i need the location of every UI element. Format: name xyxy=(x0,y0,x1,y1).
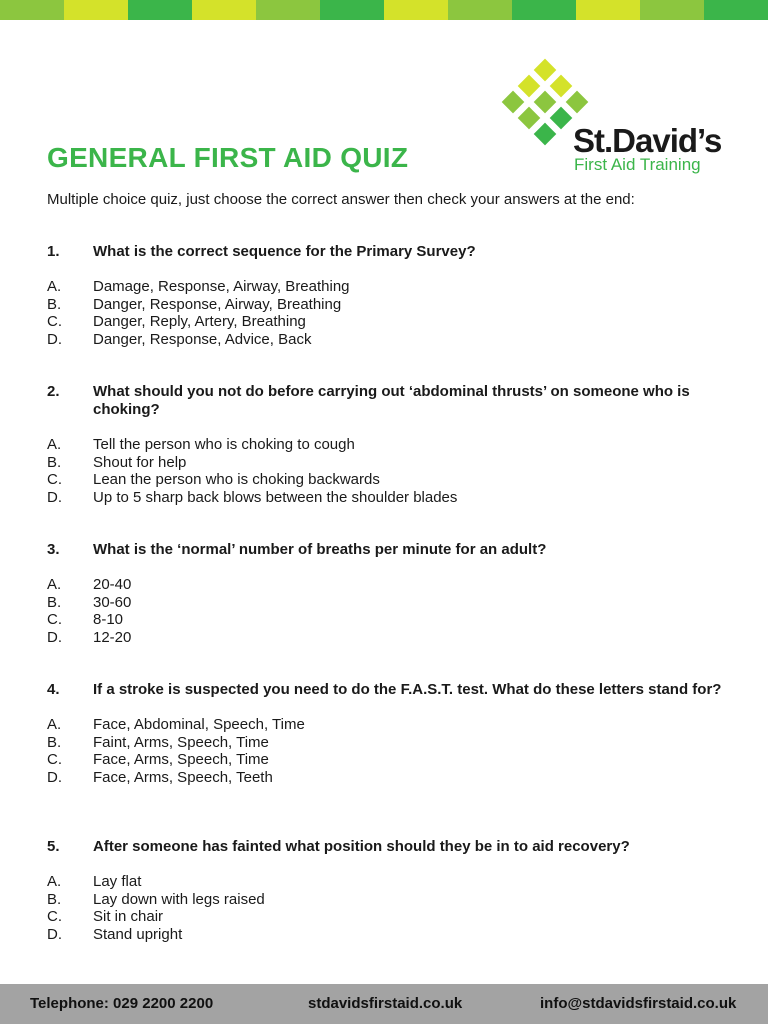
stripe-segment xyxy=(384,0,448,20)
option-text: Lay down with legs raised xyxy=(93,890,265,908)
footer-email[interactable]: info@stdavidsfirstaid.co.uk xyxy=(540,995,737,1012)
option-text: Tell the person who is choking to cough xyxy=(93,436,355,453)
option-text: Face, Abdominal, Speech, Time xyxy=(93,716,305,733)
question-2 xyxy=(47,383,737,506)
question-text: What is the correct sequence for the Primary Survey? xyxy=(93,243,476,260)
option-text: 30-60 xyxy=(93,593,132,611)
option-letter: C. xyxy=(47,751,62,768)
answer-option xyxy=(47,471,737,489)
question-number: 1. xyxy=(47,243,60,260)
question-4 xyxy=(47,681,737,786)
stripe-segment xyxy=(256,0,320,20)
stripe-segment xyxy=(640,0,704,20)
option-text: 8-10 xyxy=(93,611,124,628)
answer-option xyxy=(47,873,737,891)
stripe-segment xyxy=(64,0,128,20)
option-text: Shout for help xyxy=(93,453,187,471)
question-1 xyxy=(47,243,737,348)
option-text: Lay flat xyxy=(93,873,142,890)
answer-option xyxy=(47,489,737,507)
question-number: 3. xyxy=(47,541,60,558)
answer-option xyxy=(47,751,737,769)
option-text: Lean the person who is choking backwards xyxy=(93,471,380,488)
stripe-segment xyxy=(448,0,512,20)
option-text: Up to 5 sharp back blows between the shoulder blades xyxy=(93,488,458,506)
stripe-segment xyxy=(320,0,384,20)
answer-option xyxy=(47,436,737,454)
page-title: GENERAL FIRST AID QUIZ xyxy=(47,142,409,173)
answer-option xyxy=(47,296,737,314)
stripe-segment xyxy=(512,0,576,20)
answer-option xyxy=(47,594,737,612)
option-text: Damage, Response, Airway, Breathing xyxy=(93,278,350,295)
question-number: 5. xyxy=(47,838,60,855)
answer-option xyxy=(47,891,737,909)
logo-square xyxy=(518,107,541,130)
logo-subtitle: First Aid Training xyxy=(574,155,701,174)
answer-option xyxy=(47,716,737,734)
option-letter: B. xyxy=(47,453,62,471)
logo-square xyxy=(534,59,557,82)
option-letter: D. xyxy=(47,330,62,348)
answer-option xyxy=(47,331,737,349)
option-letter: A. xyxy=(47,278,62,295)
answer-option xyxy=(47,769,737,787)
stripe-segment xyxy=(128,0,192,20)
question-text: After someone has fainted what position should they be in to aid recovery? xyxy=(93,838,630,855)
option-letter: A. xyxy=(47,716,62,733)
stripe-segment xyxy=(576,0,640,20)
answer-option xyxy=(47,313,737,331)
footer-website[interactable]: stdavidsfirstaid.co.uk xyxy=(308,995,463,1012)
option-letter: B. xyxy=(47,733,62,751)
question-3 xyxy=(47,541,737,646)
question-text: What is the ‘normal’ number of breaths per minute for an adult? xyxy=(93,541,547,558)
option-text: Face, Arms, Speech, Time xyxy=(93,751,269,768)
option-text: 20-40 xyxy=(93,576,132,593)
question-5 xyxy=(47,838,737,943)
question-number: 2. xyxy=(47,383,60,400)
logo-square xyxy=(566,91,589,114)
stripe-segment xyxy=(192,0,256,20)
question-text: If a stroke is suspected you need to do the F.A.S.T. test. What do these letters stand for? xyxy=(93,681,722,698)
answer-option xyxy=(47,926,737,944)
top-stripe-bar xyxy=(0,0,768,20)
footer-telephone: Telephone: 029 2200 2200 xyxy=(30,995,214,1012)
option-text: Face, Arms, Speech, Teeth xyxy=(93,768,273,786)
option-text: Stand upright xyxy=(93,925,183,943)
question-text: What should you not do before carrying out ‘abdominal thrusts’ on someone who is choking? xyxy=(93,383,690,418)
intro-text: Multiple choice quiz, just choose the correct answer then check your answers at the end: xyxy=(47,191,635,208)
option-text: 12-20 xyxy=(93,628,132,646)
option-letter: C. xyxy=(47,611,62,628)
option-letter: B. xyxy=(47,890,62,908)
footer-bar xyxy=(0,984,768,1024)
stripe-segment xyxy=(0,0,64,20)
option-letter: B. xyxy=(47,295,62,313)
option-letter: D. xyxy=(47,488,62,506)
answer-option xyxy=(47,454,737,472)
stripe-segment xyxy=(704,0,768,20)
question-number: 4. xyxy=(47,681,60,698)
option-letter: D. xyxy=(47,925,62,943)
answer-option xyxy=(47,576,737,594)
option-text: Danger, Response, Advice, Back xyxy=(93,330,312,348)
option-letter: A. xyxy=(47,873,62,890)
option-letter: A. xyxy=(47,576,62,593)
answer-option xyxy=(47,734,737,752)
answer-option xyxy=(47,629,737,647)
logo-square xyxy=(502,91,525,114)
logo-square xyxy=(534,123,557,146)
option-text: Sit in chair xyxy=(93,908,164,925)
option-text: Danger, Reply, Artery, Breathing xyxy=(93,313,306,330)
logo-square xyxy=(550,107,573,130)
logo-square xyxy=(534,91,557,114)
answer-option xyxy=(47,278,737,296)
st-davids-logo xyxy=(505,58,735,178)
option-letter: C. xyxy=(47,313,62,330)
answer-option xyxy=(47,908,737,926)
option-letter: D. xyxy=(47,768,62,786)
answer-option xyxy=(47,611,737,629)
option-letter: D. xyxy=(47,628,62,646)
option-letter: B. xyxy=(47,593,62,611)
logo-name: St.David’s xyxy=(573,122,722,159)
option-text: Faint, Arms, Speech, Time xyxy=(93,733,269,751)
option-letter: A. xyxy=(47,436,62,453)
logo-square xyxy=(518,75,541,98)
option-letter: C. xyxy=(47,908,62,925)
option-letter: C. xyxy=(47,471,62,488)
option-text: Danger, Response, Airway, Breathing xyxy=(93,295,342,313)
logo-square xyxy=(550,75,573,98)
